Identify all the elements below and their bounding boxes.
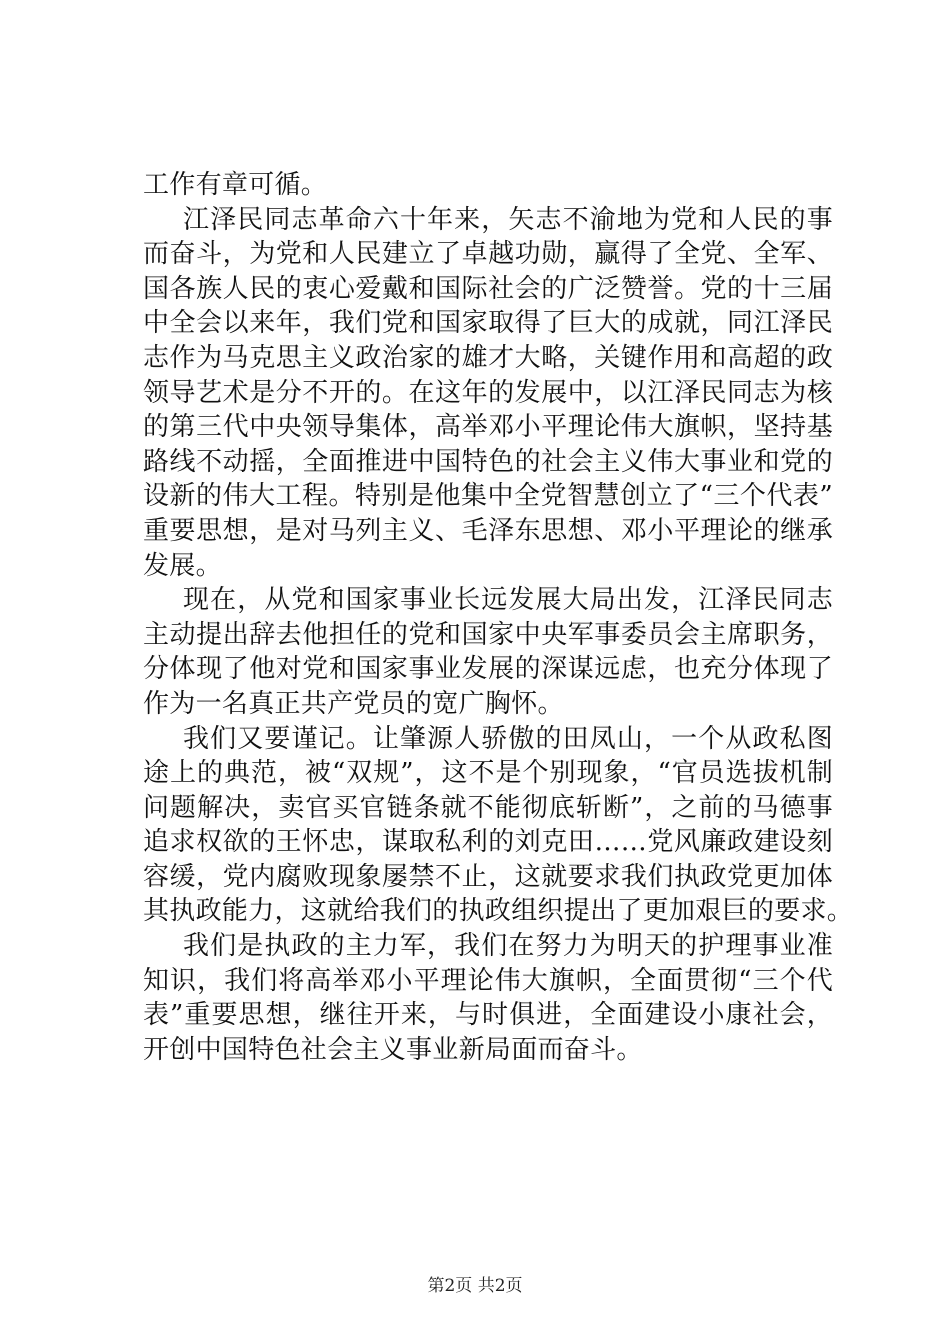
text-line: 途上的典范，被“双规”，这不是个别现象，“官员选拔机制 bbox=[143, 758, 833, 789]
paragraph bbox=[143, 168, 833, 203]
text-line: 我们是执政的主力军，我们在努力为明天的护理事业准 bbox=[183, 931, 833, 962]
document-body bbox=[143, 168, 854, 1067]
text-line: 知识，我们将高举邓小平理论伟大旗帜，全面贯彻“三个代 bbox=[143, 965, 833, 996]
text-line: 表”重要思想，继往开来，与时俱进，全面建设小康社会， bbox=[143, 1000, 833, 1031]
text-line: 分体现了他对党和国家事业发展的深谋远虑，也充分体现了 bbox=[143, 654, 833, 685]
text-line: 国各族人民的衷心爱戴和国际社会的广泛赞誉。党的十三届 bbox=[143, 273, 833, 304]
text-line: 江泽民同志革命六十年来，矢志不渝地为党和人民的事 bbox=[183, 204, 833, 235]
paragraph bbox=[143, 929, 833, 1067]
text-line: 而奋斗，为党和人民建立了卓越功勋，赢得了全党、全军、 bbox=[143, 239, 833, 270]
paragraph bbox=[143, 203, 833, 584]
text-line: 志作为马克思主义政治家的雄才大略，关键作用和高超的政 bbox=[143, 342, 833, 373]
text-line: 现在，从党和国家事业长远发展大局出发，江泽民同志 bbox=[183, 585, 833, 616]
text-line: 问题解决，卖官买官链条就不能彻底斩断”，之前的马德事 bbox=[143, 792, 833, 823]
page-footer: 第2页 共2页 bbox=[427, 1276, 523, 1296]
text-line: 的第三代中央领导集体，高举邓小平理论伟大旗帜，坚持基 bbox=[143, 412, 833, 443]
paragraph bbox=[143, 722, 854, 930]
text-line: 其执政能力，这就给我们的执政组织提出了更加艰巨的要求。 bbox=[143, 896, 854, 927]
text-line: 中全会以来年，我们党和国家取得了巨大的成就，同江泽民 bbox=[143, 308, 833, 339]
text-line: 路线不动摇，全面推进中国特色的社会主义伟大事业和党的 bbox=[143, 446, 833, 477]
text-line: 主动提出辞去他担任的党和国家中央军事委员会主席职务， bbox=[143, 619, 833, 650]
text-line: 工作有章可循。 bbox=[143, 170, 328, 200]
text-line: 领导艺术是分不开的。在这年的发展中，以江泽民同志为核 bbox=[143, 377, 833, 408]
text-line: 容缓，党内腐败现象屡禁不止，这就要求我们执政党更加体 bbox=[143, 861, 833, 892]
text-line: 发展。 bbox=[143, 550, 222, 581]
paragraph bbox=[143, 583, 833, 721]
text-line: 设新的伟大工程。特别是他集中全党智慧创立了“三个代表” bbox=[143, 481, 833, 512]
text-line: 开创中国特色社会主义事业新局面而奋斗。 bbox=[143, 1034, 643, 1065]
text-line: 追求权欲的王怀忠，谋取私利的刘克田……党风廉政建设刻 bbox=[143, 827, 833, 858]
text-line: 作为一名真正共产党员的宽广胸怀。 bbox=[143, 688, 564, 719]
text-line: 我们又要谨记。让肇源人骄傲的田凤山，一个从政私图 bbox=[183, 723, 833, 754]
text-line: 重要思想，是对马列主义、毛泽东思想、邓小平理论的继承 bbox=[143, 515, 833, 546]
